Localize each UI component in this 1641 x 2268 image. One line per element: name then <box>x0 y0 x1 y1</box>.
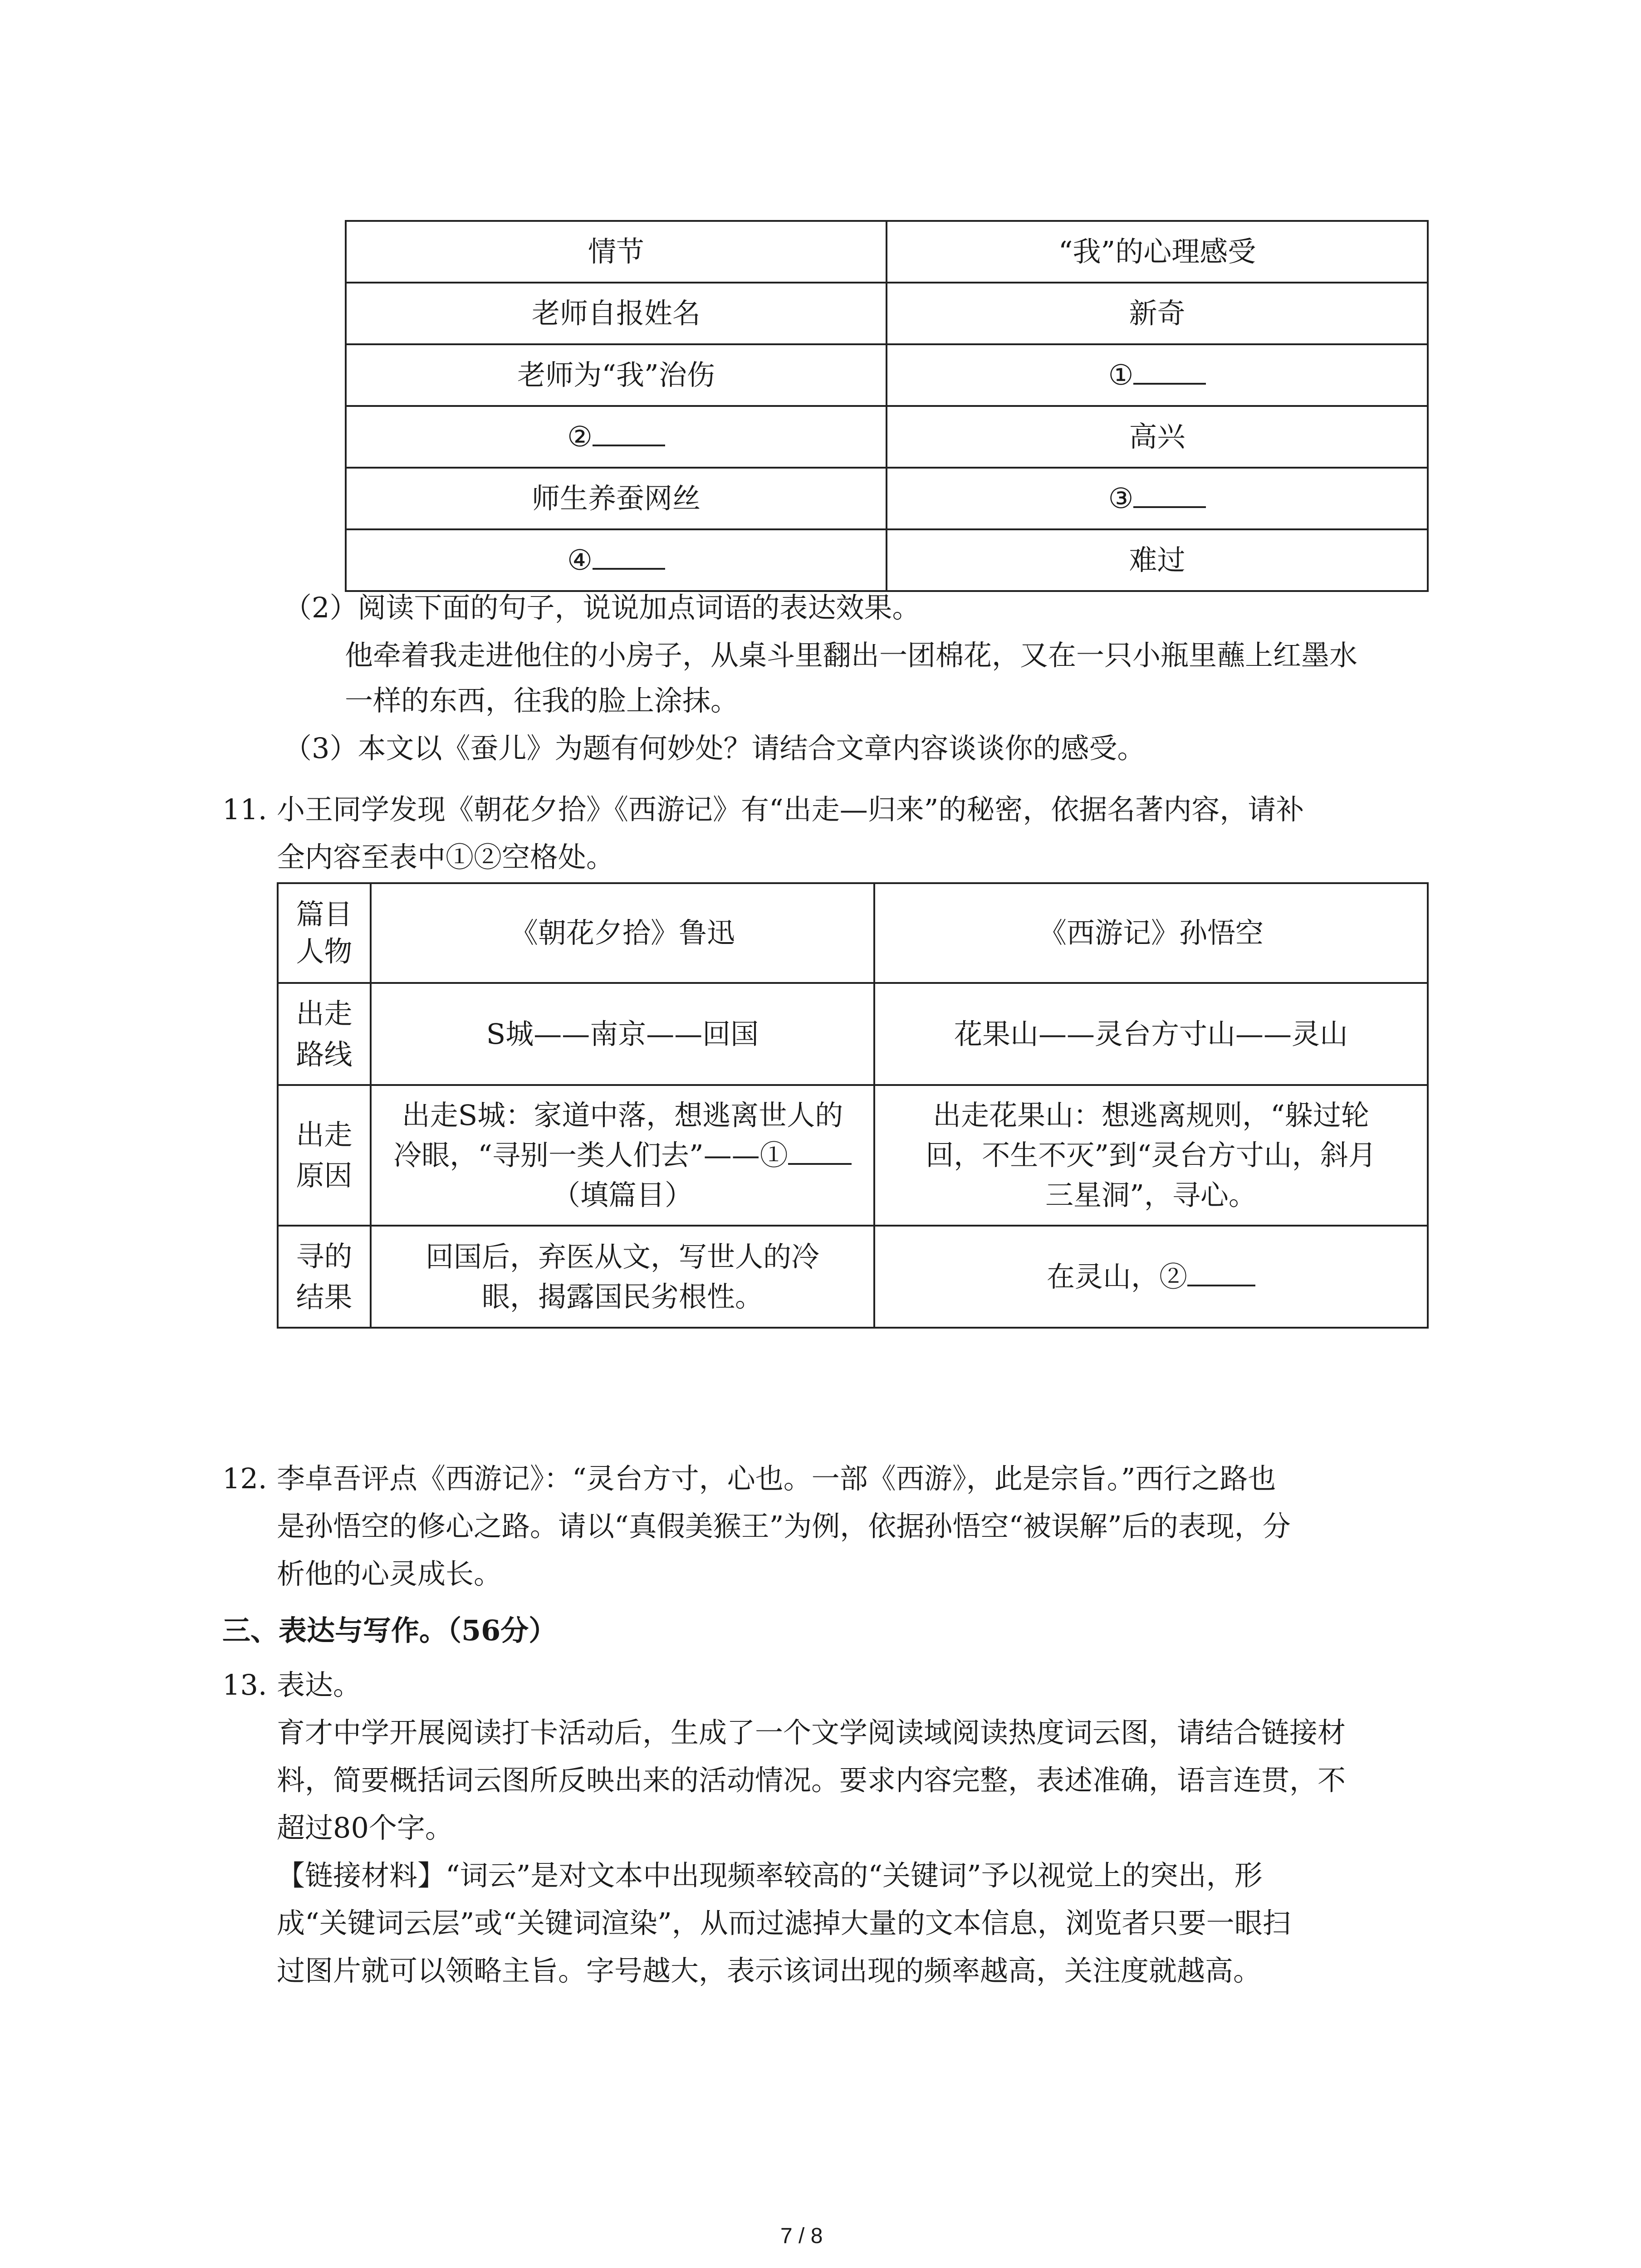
table-cell: 花果山——灵台方寸山——灵山 <box>874 983 1428 1085</box>
corner-bottom-label: 人物 <box>296 935 353 968</box>
table-header-cell: 《朝花夕拾》鲁迅 <box>371 883 874 983</box>
link-material-line3: 过图片就可以领略主旨。字号越大，表示该词出现的频率越高，关注度就越高。 <box>277 1954 1262 1987</box>
table-row <box>346 283 1428 344</box>
cell-line-text: 冷眼，“寻别一类人们去”——① <box>393 1139 788 1172</box>
blank-label: ④ <box>567 543 593 577</box>
question-10-sub2: （2）阅读下面的句子，说说加点词语的表达效果。 <box>284 591 921 624</box>
row-header-line: 出走 <box>296 1118 353 1151</box>
table-cell <box>874 1226 1428 1328</box>
table-cell <box>874 1085 1428 1226</box>
blank-label: ③ <box>1108 482 1134 515</box>
classics-comparison-table <box>277 882 1429 1329</box>
answer-blank <box>593 541 665 570</box>
cell-line <box>376 1135 869 1175</box>
row-header-line: 出走 <box>296 997 353 1030</box>
table-row <box>278 1226 1428 1328</box>
answer-blank <box>1133 479 1206 508</box>
cell-line: 回，不生不灭”到“灵台方寸山，斜月 <box>926 1139 1376 1172</box>
plot-feeling-table <box>345 220 1429 592</box>
cell-line: 三星洞”，寻心。 <box>1045 1178 1257 1212</box>
question-10-sub2-quote-line2: 一样的东西，往我的脸上涂抹。 <box>345 684 739 717</box>
table-header-row <box>278 883 1428 983</box>
blank-label: ① <box>1108 358 1134 391</box>
table-row <box>346 406 1428 468</box>
row-header-line: 原因 <box>296 1159 353 1192</box>
answer-blank <box>1187 1257 1255 1286</box>
table-cell: 老师自报姓名 <box>346 283 887 344</box>
cell-line-text: 在灵山，② <box>1046 1260 1187 1293</box>
answer-blank <box>788 1136 852 1165</box>
row-header-line: 路线 <box>296 1037 353 1071</box>
row-header-cell <box>278 983 371 1085</box>
table-cell <box>371 1226 874 1328</box>
table-row <box>346 529 1428 591</box>
table-header-cell: 情节 <box>346 221 887 283</box>
link-material-line2: 成“关键词云层”或“关键词渲染”，从而过滤掉大量的文本信息，浏览者只要一眼扫 <box>277 1906 1291 1940</box>
question-10-sub3: （3）本文以《蚕儿》为题有何妙处？请结合文章内容谈谈你的感受。 <box>284 732 1146 765</box>
section-3-heading: 三、表达与写作。（56分） <box>222 1614 557 1647</box>
table-header-row <box>346 221 1428 283</box>
question-10-sub2-quote-line1: 他牵着我走进他住的小房子，从桌斗里翻出一团棉花，又在一只小瓶里蘸上红墨水 <box>345 639 1358 672</box>
row-header-cell <box>278 1085 371 1226</box>
question-12-line1: 李卓吾评点《西游记》：“灵台方寸，心也。一部《西游》，此是宗旨。”西行之路也 <box>277 1462 1276 1495</box>
table-row <box>278 983 1428 1085</box>
link-material-line1: 【链接材料】“词云”是对文本中出现频率较高的“关键词”予以视觉上的突出，形 <box>277 1859 1263 1892</box>
blank-label: ② <box>567 420 593 453</box>
row-header-line: 寻的 <box>296 1239 353 1273</box>
row-header-line: 结果 <box>296 1280 353 1314</box>
table-cell: 老师为“我”治伤 <box>346 344 887 406</box>
table-cell <box>371 1085 874 1226</box>
cell-line: 出走S城：家道中落，想逃离世人的 <box>402 1099 843 1132</box>
question-12-number: 12. <box>222 1462 267 1495</box>
question-13-para-line3: 超过80个字。 <box>277 1811 453 1844</box>
cell-line: 出走花果山：想逃离规则，“躲过轮 <box>933 1099 1369 1132</box>
cell-line: 回国后，弃医从文，写世人的冷 <box>425 1240 819 1273</box>
table-corner-cell <box>278 883 371 983</box>
table-cell: 高兴 <box>887 406 1428 468</box>
table-cell: S城——南京——回国 <box>371 983 874 1085</box>
table-header-cell: 《西游记》孙悟空 <box>874 883 1428 983</box>
table-row <box>346 468 1428 529</box>
table-cell: 难过 <box>887 529 1428 591</box>
table-cell <box>887 344 1428 406</box>
answer-blank <box>593 417 665 446</box>
table-cell <box>346 529 887 591</box>
question-11-line1: 小王同学发现《朝花夕拾》《西游记》有“出走—归来”的秘密，依据名著内容，请补 <box>277 793 1304 826</box>
table-cell: 师生养蚕网丝 <box>346 468 887 529</box>
table-cell <box>346 406 887 468</box>
question-13-para-line2: 料，简要概括词云图所反映出来的活动情况。要求内容完整，表述准确，语言连贯，不 <box>277 1764 1346 1797</box>
cell-line: 眼，揭露国民劣根性。 <box>481 1280 763 1313</box>
question-13-title: 表达。 <box>277 1668 362 1701</box>
table-header-cell: “我”的心理感受 <box>887 221 1428 283</box>
table-row <box>346 344 1428 406</box>
table-row <box>278 1085 1428 1226</box>
question-13-number: 13. <box>222 1668 267 1701</box>
cell-line: （填篇目） <box>552 1178 693 1212</box>
corner-top-label: 篇目 <box>296 898 353 931</box>
question-12-line2: 是孙悟空的修心之路。请以“真假美猴王”为例，依据孙悟空“被误解”后的表现，分 <box>277 1510 1291 1543</box>
question-13-para-line1: 育才中学开展阅读打卡活动后，生成了一个文学阅读域阅读热度词云图，请结合链接材 <box>277 1716 1346 1749</box>
question-12-line3: 析他的心灵成长。 <box>277 1557 502 1590</box>
table-cell <box>887 468 1428 529</box>
table-cell: 新奇 <box>887 283 1428 344</box>
answer-blank <box>1133 356 1206 385</box>
question-11-line2: 全内容至表中①②空格处。 <box>277 841 615 874</box>
question-11-number: 11. <box>222 793 267 826</box>
row-header-cell <box>278 1226 371 1328</box>
page-number: 7 / 8 <box>780 2224 823 2248</box>
